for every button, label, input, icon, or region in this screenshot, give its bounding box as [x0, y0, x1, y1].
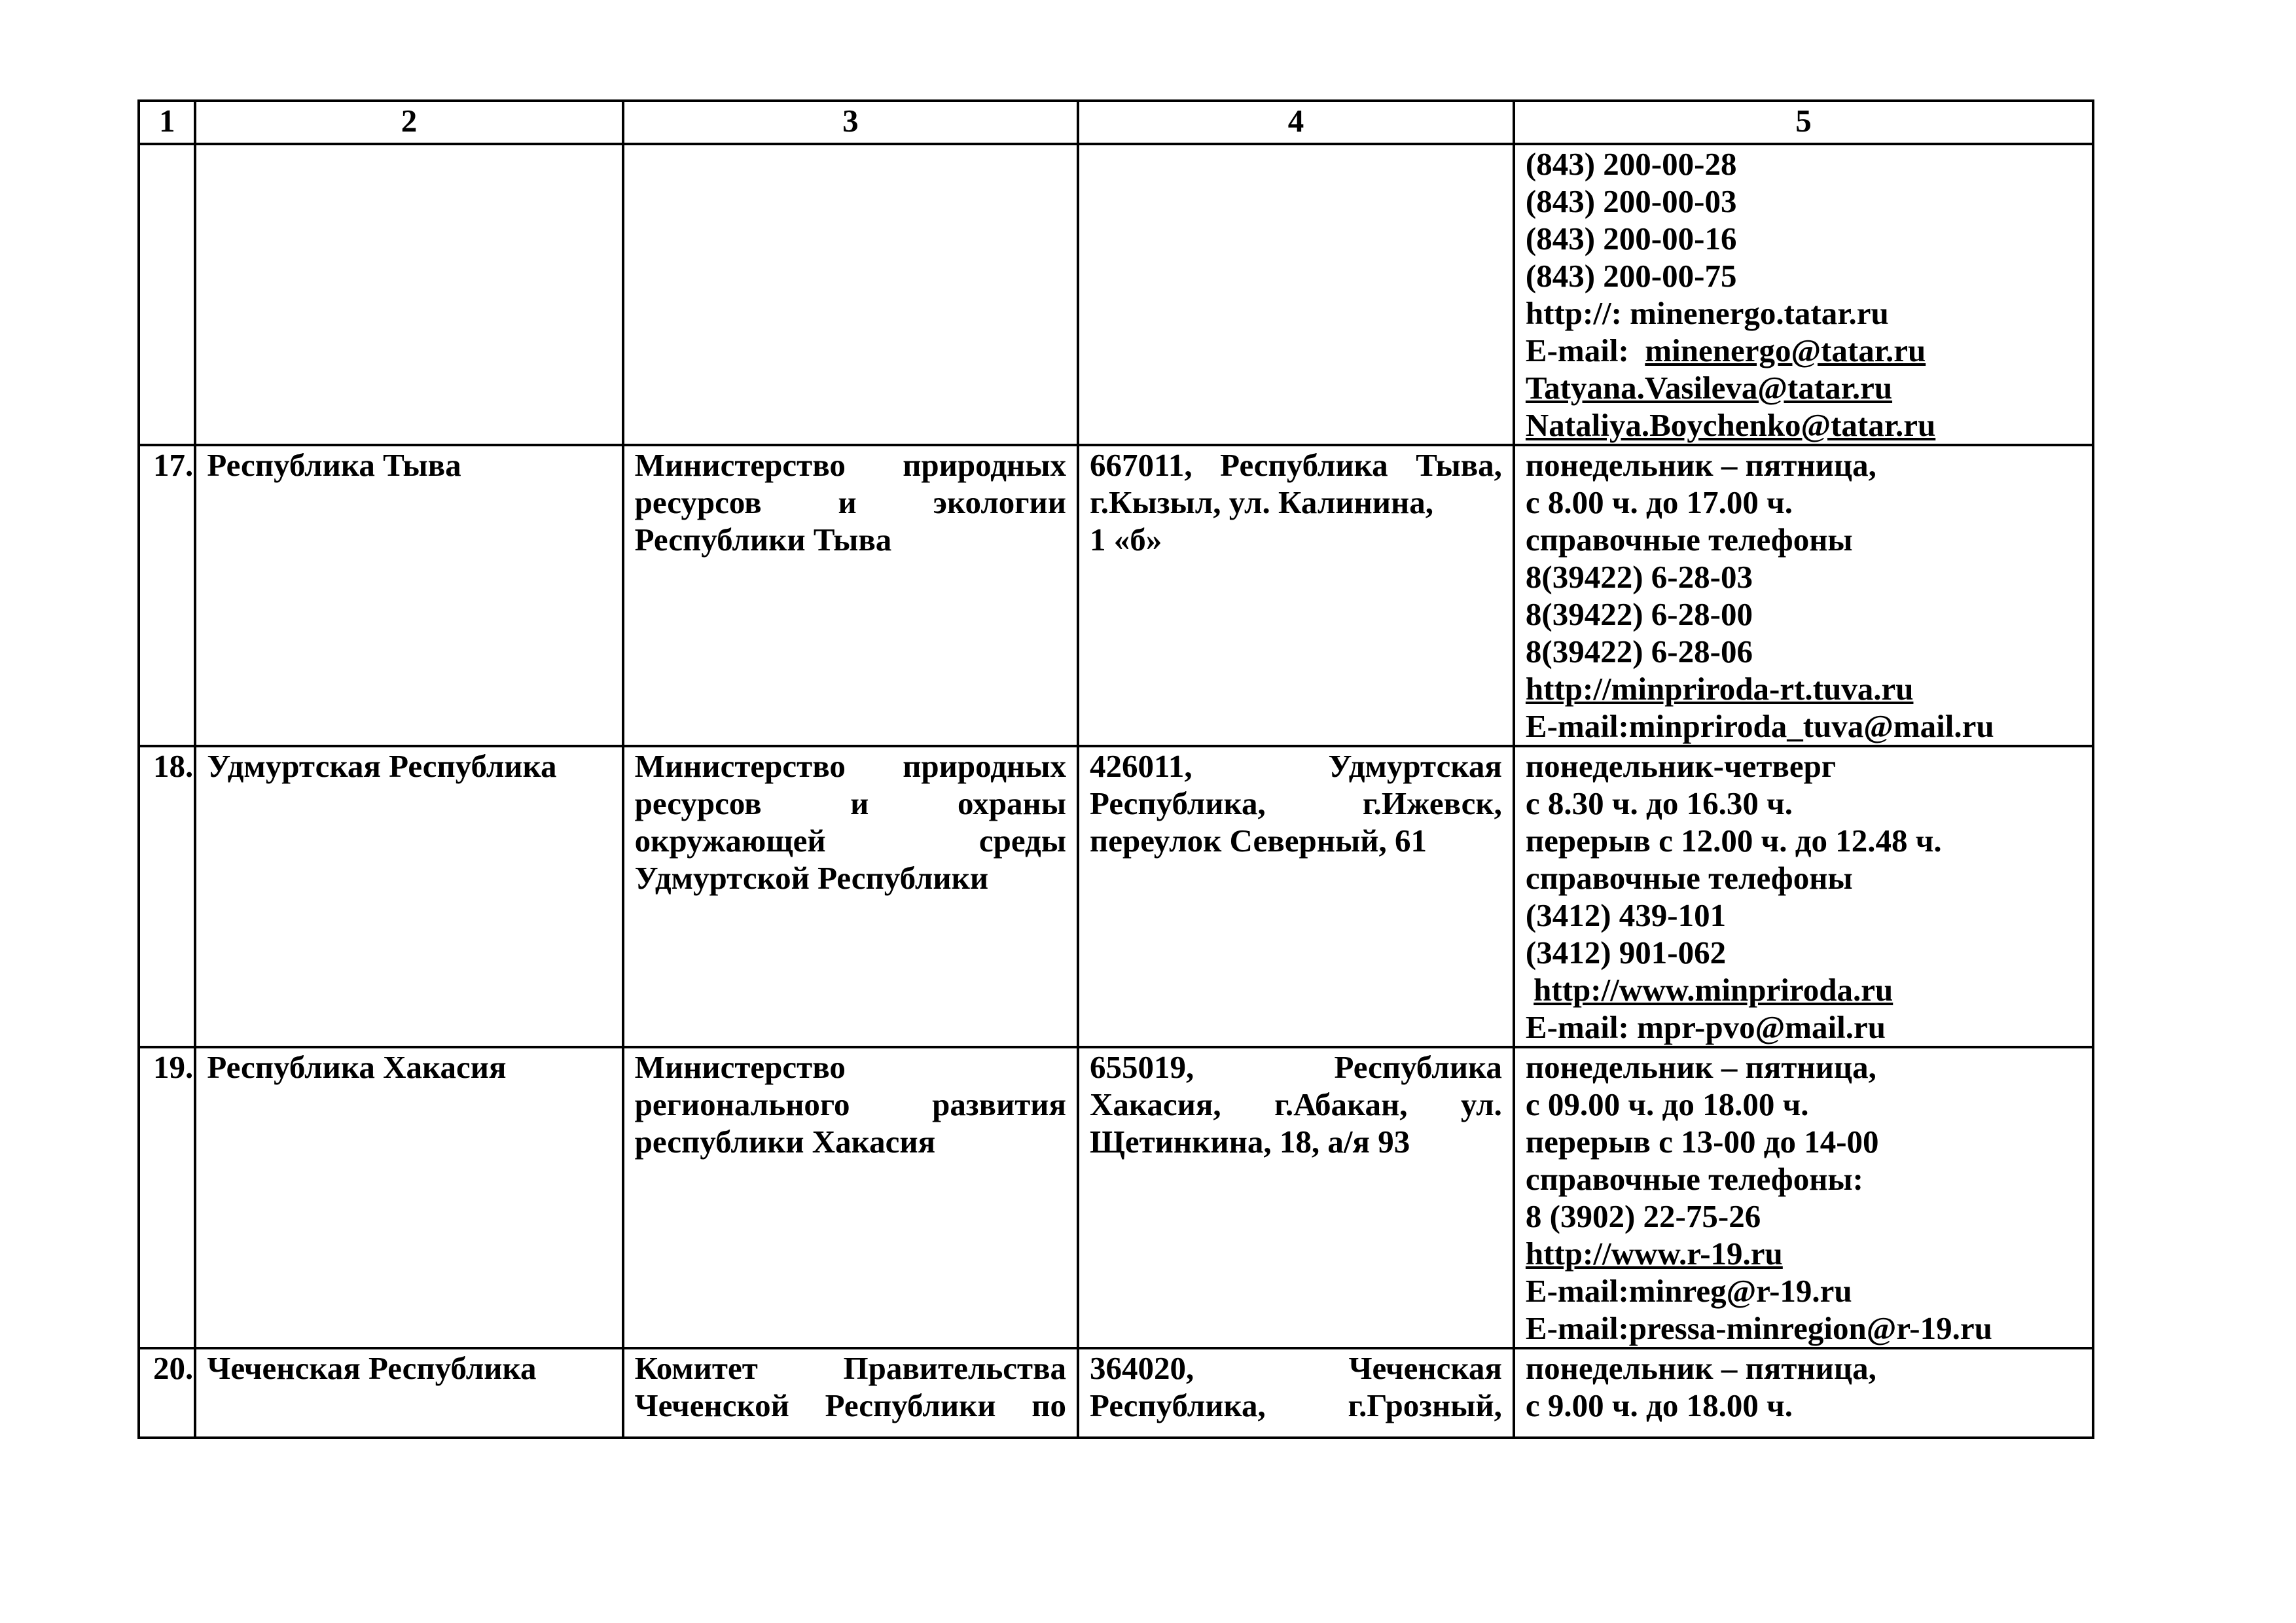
cell-region: Чеченская Республика: [195, 1348, 622, 1438]
address-line: переулок Северный, 61: [1090, 823, 1427, 859]
cell-region: Республика Тыва: [195, 445, 622, 746]
cell-org: [623, 445, 1078, 746]
contact-line: (3412) 901-062: [1525, 935, 1727, 971]
header-col-5: 5: [1514, 101, 2093, 144]
header-col-4: 4: [1078, 101, 1514, 144]
org-line: Министерство природных: [634, 447, 1067, 483]
contact-line: 8(39422) 6-28-03: [1525, 559, 1753, 595]
contact-line: 8(39422) 6-28-06: [1525, 633, 1753, 669]
cell-address: [1078, 144, 1514, 445]
email-link[interactable]: minenergo@tatar.ru: [1645, 332, 1926, 368]
cell-contacts: [1514, 1047, 2093, 1348]
org-line: Комитет Правительства: [634, 1350, 1067, 1386]
email-label: E-mail:: [1525, 332, 1629, 368]
contacts-table: [137, 99, 2094, 1439]
contact-line: (843) 200-00-16: [1525, 221, 1737, 257]
cell-address: [1078, 1047, 1514, 1348]
cell-org: [623, 1348, 1078, 1438]
contact-line: с 8.00 ч. до 17.00 ч.: [1525, 484, 1793, 520]
cell-region: [195, 144, 622, 445]
email-line: E-mail: mpr-pvo@mail.ru: [1525, 1009, 1886, 1045]
table-row: [139, 1047, 2093, 1348]
address-line: 1 «б»: [1090, 522, 1162, 558]
cell-contacts: [1514, 144, 2093, 445]
address-line: г.Кызыл, ул. Калинина,: [1090, 484, 1433, 520]
cell-address: [1078, 445, 1514, 746]
cell-org: [623, 746, 1078, 1047]
email-line: E-mail:pressa-minregion@r-19.ru: [1525, 1310, 1992, 1346]
address-line: Хакасия, г.Абакан, ул.: [1090, 1086, 1502, 1122]
cell-contacts: [1514, 445, 2093, 746]
header-row: [139, 101, 2093, 144]
email-line: E-mail:minpriroda_tuva@mail.ru: [1525, 708, 1994, 744]
table-row: [139, 445, 2093, 746]
cell-address: [1078, 1348, 1514, 1438]
org-line: республики Хакасия: [634, 1124, 936, 1160]
table-row: [139, 746, 2093, 1047]
header-col-2: 2: [195, 101, 622, 144]
org-line: регионального развития: [634, 1086, 1067, 1122]
cell-num: 17.: [139, 445, 195, 746]
cell-region: Удмуртская Республика: [195, 746, 622, 1047]
cell-contacts: [1514, 1348, 2093, 1438]
contact-line: справочные телефоны: [1525, 860, 1853, 896]
header-col-3: 3: [623, 101, 1078, 144]
org-line: ресурсов и охраны: [634, 785, 1067, 821]
email-line: [1526, 332, 2081, 369]
cell-org: [623, 144, 1078, 445]
email-link[interactable]: Nataliya.Boychenko@tatar.ru: [1525, 407, 1936, 443]
contact-line: (843) 200-00-28: [1525, 146, 1737, 182]
cell-num: [139, 144, 195, 445]
cell-region: Республика Хакасия: [195, 1047, 622, 1348]
org-line: ресурсов и экологии: [634, 484, 1067, 520]
cell-org: [623, 1047, 1078, 1348]
contact-line: понедельник – пятница,: [1525, 447, 1876, 483]
address-line: 364020, Чеченская: [1090, 1350, 1502, 1386]
contact-line: справочные телефоны: [1525, 522, 1853, 558]
address-line: Республика, г.Ижевск,: [1090, 785, 1502, 821]
contact-line: перерыв с 12.00 ч. до 12.48 ч.: [1525, 823, 1942, 859]
contact-line: (843) 200-00-03: [1525, 183, 1737, 219]
contact-line: (3412) 439-101: [1525, 897, 1727, 933]
contact-line: понедельник – пятница,: [1525, 1049, 1876, 1085]
cell-num: 20.: [139, 1348, 195, 1438]
table-row-continuation: [139, 144, 2093, 445]
cell-address: [1078, 746, 1514, 1047]
cell-num: 18.: [139, 746, 195, 1047]
address-line: Республика, г.Грозный,: [1090, 1387, 1502, 1423]
org-line: Чеченской Республики по: [634, 1387, 1067, 1423]
email-line: E-mail:minreg@r-19.ru: [1525, 1273, 1852, 1309]
contact-line: с 9.00 ч. до 18.00 ч.: [1525, 1387, 1793, 1423]
cell-num: 19.: [139, 1047, 195, 1348]
website-link[interactable]: http://www.minpriroda.ru: [1534, 972, 1893, 1008]
contact-line: 8 (3902) 22-75-26: [1525, 1198, 1761, 1234]
contact-line: понедельник-четверг: [1525, 748, 1837, 784]
website-link[interactable]: http://minpriroda-rt.tuva.ru: [1525, 671, 1914, 707]
address-line: 426011, Удмуртская: [1090, 748, 1502, 784]
contact-line: 8(39422) 6-28-00: [1525, 596, 1753, 632]
contact-line: с 09.00 ч. до 18.00 ч.: [1525, 1086, 1809, 1122]
org-line: Министерство: [634, 1049, 846, 1085]
org-line: Министерство природных: [634, 748, 1067, 784]
address-line: 667011, Республика Тыва,: [1090, 447, 1502, 483]
address-line: 655019, Республика: [1090, 1049, 1502, 1085]
email-link[interactable]: Tatyana.Vasileva@tatar.ru: [1525, 370, 1893, 406]
contact-line: понедельник – пятница,: [1525, 1350, 1876, 1386]
org-line: окружающей среды: [634, 823, 1067, 859]
address-line: Щетинкина, 18, а/я 93: [1090, 1124, 1410, 1160]
contact-line: с 8.30 ч. до 16.30 ч.: [1525, 785, 1793, 821]
table-row: [139, 1348, 2093, 1438]
header-col-1: 1: [139, 101, 195, 144]
contact-line: справочные телефоны:: [1525, 1161, 1864, 1197]
org-line: Удмуртской Республики: [634, 860, 989, 896]
website-line: http://: minenergo.tatar.ru: [1525, 295, 1889, 331]
org-line: Республики Тыва: [634, 522, 892, 558]
contact-line: перерыв с 13-00 до 14-00: [1525, 1124, 1879, 1160]
website-line: [1526, 971, 2081, 1008]
contact-line: (843) 200-00-75: [1525, 258, 1737, 294]
cell-contacts: [1514, 746, 2093, 1047]
website-link[interactable]: http://www.r-19.ru: [1525, 1236, 1783, 1272]
